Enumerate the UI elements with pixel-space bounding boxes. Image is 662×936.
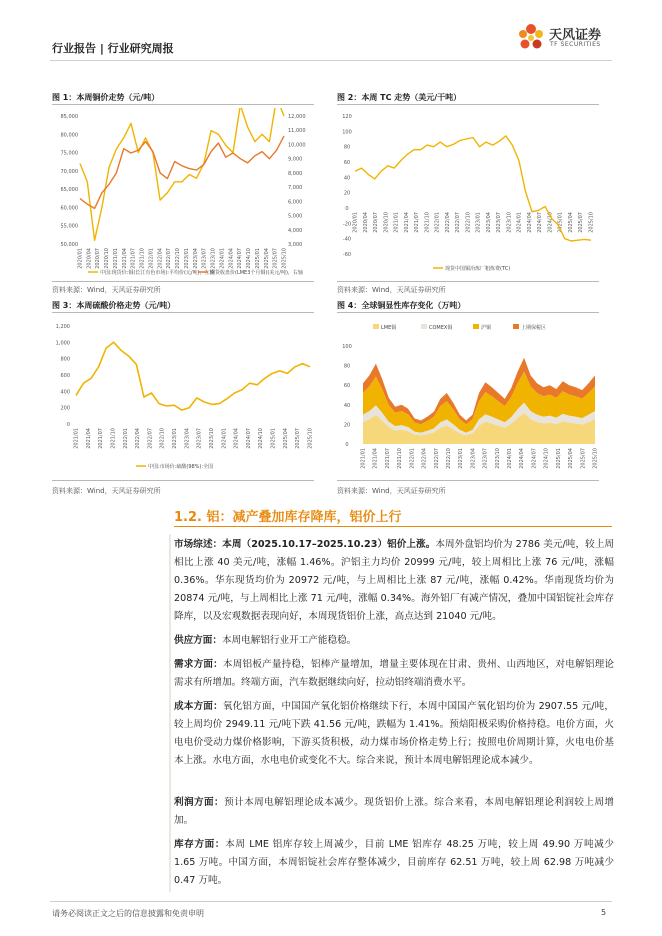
series-line-tc xyxy=(352,136,591,241)
figure-3-title: 图 3：本周硫酸价格走势（元/吨） xyxy=(52,301,176,310)
sulfuric-acid-chart xyxy=(52,318,314,476)
x-tick-label: 2020/07 xyxy=(373,212,380,233)
paragraph-text: 本周 LME 铝库存较上周减少，目前 LME 铝库存 48.25 万吨，较上周 49.90 万吨减少 1.65 万吨。中国方面，本周铝锭社会库存整体减少，目前库存 62.51 万吨，较上周 62.98 万吨减少 0.47 万吨。 xyxy=(174,839,615,886)
x-tick-label: 2023/10 xyxy=(494,448,501,469)
x-tick-label: 2023/01 xyxy=(458,448,465,469)
y-tick-label: -20 xyxy=(342,221,352,228)
x-tick-label: 2023/07 xyxy=(196,428,203,449)
legend-swatch xyxy=(473,324,479,329)
paragraph-supply xyxy=(174,632,614,650)
x-tick-label: 2024/10 xyxy=(246,248,253,269)
y-tick-label: 400 xyxy=(60,389,70,396)
y-tick-label: 3,000 xyxy=(288,242,303,248)
x-tick-label: 2022/01 xyxy=(148,248,155,269)
y-tick-label: -60 xyxy=(342,252,352,258)
x-tick-label: 2025/10 xyxy=(281,248,288,269)
x-tick-label: 2021/10 xyxy=(110,428,117,449)
footer-disclaimer: 请务必阅读正文之后的信息披露和免责申明 xyxy=(52,909,204,918)
x-tick-label: 2021/01 xyxy=(360,448,367,469)
y-tick-label: 7,000 xyxy=(288,185,303,192)
figure-3-bottom-rule xyxy=(52,480,314,481)
x-tick-label: 2022/04 xyxy=(421,448,428,469)
x-tick-label: 2022/10 xyxy=(175,248,182,269)
x-tick-label: 2025/04 xyxy=(263,248,270,269)
x-tick-label: 2023/10 xyxy=(208,428,215,449)
x-tick-label: 2022/07 xyxy=(166,248,173,269)
x-tick-label: 2024/04 xyxy=(519,448,526,469)
paragraph-cost xyxy=(174,698,614,770)
logo-name-en: TF SECURITIES xyxy=(550,41,601,48)
x-tick-label: 2023/04 xyxy=(192,248,199,269)
y-tick-label: 8,000 xyxy=(288,170,303,177)
x-tick-label: 2024/07 xyxy=(531,448,538,469)
legend-label: 期货收盘价(LME3个月铜)(美元/吨)，右轴 xyxy=(210,270,303,276)
x-tick-label: 2025/07 xyxy=(580,448,587,469)
series-line-sulfuric-acid xyxy=(76,342,310,410)
x-tick-label: 2025/04 xyxy=(567,212,574,233)
y-tick-label: 85,000 xyxy=(60,114,78,120)
x-tick-label: 2020/01 xyxy=(77,248,84,269)
header-divider xyxy=(50,60,612,61)
figure-1-source: 资料来源：Wind，天风证券研究所 xyxy=(52,286,161,294)
pinwheel-logo-icon xyxy=(515,20,547,54)
figure-2-title: 图 2：本周 TC 走势（美元/干吨） xyxy=(337,93,462,102)
y-tick-label: 12,000 xyxy=(288,114,306,120)
x-tick-label: 2020/04 xyxy=(86,248,93,269)
y-tick-label: 9,000 xyxy=(288,156,303,163)
x-tick-label: 2022/07 xyxy=(433,448,440,469)
x-tick-label: 2021/10 xyxy=(424,212,431,233)
x-tick-label: 2022/01 xyxy=(409,448,416,469)
y-tick-label: 80 xyxy=(343,363,351,370)
y-tick-label: 80,000 xyxy=(60,132,78,139)
x-tick-label: 2022/10 xyxy=(445,448,452,469)
x-tick-label: 2024/10 xyxy=(543,448,550,469)
y-tick-label: 20 xyxy=(343,422,351,429)
y-tick-label: 120 xyxy=(342,114,352,120)
paragraph-profit xyxy=(174,794,614,830)
x-tick-label: 2025/01 xyxy=(555,448,562,469)
copper-inventory-chart xyxy=(337,318,599,476)
legend-swatch xyxy=(513,324,519,329)
y-tick-label: -40 xyxy=(342,236,352,243)
legend-label: 现货中国铜冶炼厂粗炼费(TC) xyxy=(445,266,511,272)
y-tick-label: 6,000 xyxy=(288,199,303,206)
paragraph-label: 成本方面： xyxy=(174,701,223,712)
x-tick-label: 2021/07 xyxy=(414,212,421,233)
x-tick-label: 2023/10 xyxy=(210,248,217,269)
paragraph-label: 库存方面： xyxy=(174,839,226,850)
x-tick-label: 2023/04 xyxy=(184,428,191,449)
x-tick-label: 2022/04 xyxy=(157,248,164,269)
x-tick-label: 2024/01 xyxy=(221,428,228,449)
x-tick-label: 2024/04 xyxy=(233,428,240,449)
y-tick-label: 800 xyxy=(60,356,70,363)
section-side-bar xyxy=(169,534,171,892)
x-tick-label: 2024/01 xyxy=(516,212,523,233)
figure-1-rule xyxy=(52,104,314,105)
y-tick-label: 60 xyxy=(343,383,351,390)
x-tick-label: 2023/04 xyxy=(470,448,477,469)
paragraph-text: 本周外盘铝均价为 2786 美元/吨，较上周相比上涨 40 美元/吨，涨幅 1.46%。沪铝主力均价 20999 元/吨，较上周相比上涨 76 元/吨，涨幅 0.36%。华东现货均价为 20972 元/吨，与上周相比上涨 87 元/吨，涨幅 0.42%。华南现货均价为 20874 元/吨，与上周相比上涨 71 元/吨，涨幅 0.34%。海外铝厂有减产情况，叠加中国铝锭社会库存降库，以及宏观数据表现向好，本周现货铝价上涨，高点达到 21040 元/吨。 xyxy=(174,539,614,622)
x-tick-label: 2024/01 xyxy=(219,248,226,269)
x-tick-label: 2022/10 xyxy=(159,428,166,449)
x-tick-label: 2025/01 xyxy=(557,212,564,233)
x-tick-label: 2021/01 xyxy=(112,248,119,269)
paragraph-label: 需求方面： xyxy=(174,659,223,670)
legend-swatch xyxy=(373,324,379,329)
x-tick-label: 2023/07 xyxy=(496,212,503,233)
paragraph-inventory xyxy=(174,836,614,890)
y-tick-label: 600 xyxy=(60,373,70,379)
x-tick-label: 2024/10 xyxy=(258,428,265,449)
figure-1-bottom-rule xyxy=(52,281,314,282)
x-tick-label: 2021/01 xyxy=(73,428,80,449)
y-tick-label: 0 xyxy=(345,442,349,448)
x-tick-label: 2025/10 xyxy=(592,448,599,469)
y-tick-label: 60,000 xyxy=(60,205,78,212)
copper-price-chart xyxy=(52,108,314,280)
x-tick-label: 2023/07 xyxy=(201,248,208,269)
paragraph-label: 利润方面： xyxy=(174,797,225,808)
x-tick-label: 2025/07 xyxy=(578,212,585,233)
x-tick-label: 2022/04 xyxy=(444,212,451,233)
legend-label: 中国:市场价:硫酸(98%):全国 xyxy=(148,464,214,470)
x-tick-label: 2024/07 xyxy=(237,248,244,269)
legend-label: 沪铜 xyxy=(481,325,492,331)
figure-4-title: 图 4：全球铜显性库存变化（万吨） xyxy=(337,301,466,310)
report-header: 行业报告 | 行业研究周报 xyxy=(52,42,174,55)
y-tick-label: 60 xyxy=(343,160,351,166)
x-tick-label: 2021/04 xyxy=(121,248,128,269)
section-heading: 1.2. 铝：减产叠加库存降库，铝价上行 xyxy=(174,510,402,525)
figure-3-source: 资料来源：Wind，天风证券研究所 xyxy=(52,487,161,495)
x-tick-label: 2025/10 xyxy=(588,212,595,233)
y-tick-label: 55,000 xyxy=(60,223,78,230)
x-tick-label: 2024/01 xyxy=(507,448,514,469)
y-tick-label: 1,200 xyxy=(55,324,70,330)
x-tick-label: 2024/07 xyxy=(245,428,252,449)
y-tick-label: 75,000 xyxy=(60,150,78,157)
y-tick-label: 1,000 xyxy=(55,340,70,347)
figure-4-rule xyxy=(337,312,599,313)
x-tick-label: 2025/07 xyxy=(295,428,302,449)
series-line-copper-lme xyxy=(80,136,284,209)
figure-2-bottom-rule xyxy=(337,281,599,282)
x-tick-label: 2024/10 xyxy=(547,212,554,233)
y-tick-label: 10,000 xyxy=(288,142,306,149)
x-tick-label: 2025/07 xyxy=(272,248,279,269)
x-tick-label: 2021/01 xyxy=(393,212,400,233)
paragraph-demand xyxy=(174,656,614,692)
x-tick-label: 2020/01 xyxy=(352,212,359,233)
x-tick-label: 2020/10 xyxy=(383,212,390,233)
tc-chart xyxy=(337,108,599,280)
x-tick-label: 2025/01 xyxy=(254,248,261,269)
x-tick-label: 2025/10 xyxy=(307,428,314,449)
x-tick-label: 2023/01 xyxy=(172,428,179,449)
company-logo xyxy=(515,20,615,56)
y-tick-label: 5,000 xyxy=(288,213,303,220)
x-tick-label: 2025/01 xyxy=(270,428,277,449)
x-tick-label: 2021/10 xyxy=(397,448,404,469)
x-tick-label: 2022/04 xyxy=(135,428,142,449)
paragraph-text: 预计本周电解铝理论成本减少。现货铝价上涨。综合来看，本周电解铝理论利润较上周增加。 xyxy=(174,797,615,826)
x-tick-label: 2023/07 xyxy=(482,448,489,469)
paragraph-text: 氧化铝方面，中国国产氧化铝价格继续下行，本周中国国产氧化铝均价为 2907.55 元/吨，较上周均价 2949.11 元/吨下跌 41.56 元/吨，跌幅为 1.41%。预焙阳极采购价格持稳。电价方面，火电电价受动力煤价格影响，下游买货积极，动力煤市场价格走势上行；按照电价周期计算，火电电价基本上涨。水电方面，水电电价或变化不大。综合来说，预计本周电解铝理论成本减少。 xyxy=(174,701,615,766)
section-divider xyxy=(174,526,612,527)
figure-4-bottom-rule xyxy=(337,480,599,481)
y-tick-label: 0 xyxy=(345,206,349,212)
x-tick-label: 2025/04 xyxy=(282,428,289,449)
x-tick-label: 2024/07 xyxy=(537,212,544,233)
y-tick-label: 100 xyxy=(342,344,352,350)
y-tick-label: 40 xyxy=(343,402,351,409)
paragraph-label: 市场综述：本周（2025.10.17–2025.10.23）铝价上涨。 xyxy=(174,539,436,550)
figure-1-title: 图 1：本周铜价走势（元/吨） xyxy=(52,93,160,102)
paragraph-label: 供应方面： xyxy=(174,635,222,646)
x-tick-label: 2022/01 xyxy=(122,428,129,449)
paragraph-text: 本周电解铝行业开工产能稳稳。 xyxy=(221,635,357,646)
x-tick-label: 2023/01 xyxy=(183,248,190,269)
page-number: 5 xyxy=(601,908,607,917)
x-tick-label: 2023/10 xyxy=(506,212,513,233)
legend-label: 中国:现货价:铜(长江有色市场):平均价(元/吨)，左轴 xyxy=(100,270,215,276)
y-tick-label: 70,000 xyxy=(60,168,78,175)
x-tick-label: 2025/04 xyxy=(568,448,575,469)
y-tick-label: 65,000 xyxy=(60,187,78,194)
y-tick-label: 200 xyxy=(60,405,70,412)
legend-label: LME铜 xyxy=(381,325,397,331)
x-tick-label: 2020/07 xyxy=(95,248,102,269)
y-tick-label: 40 xyxy=(343,175,351,182)
x-tick-label: 2021/04 xyxy=(403,212,410,233)
footer-divider xyxy=(50,901,612,902)
x-tick-label: 2024/04 xyxy=(526,212,533,233)
figure-2-source: 资料来源：Wind，天风证券研究所 xyxy=(337,286,446,294)
legend-label: COMEX铜 xyxy=(429,325,453,331)
figure-4-source: 资料来源：Wind，天风证券研究所 xyxy=(337,487,446,495)
x-tick-label: 2021/07 xyxy=(130,248,137,269)
x-tick-label: 2020/04 xyxy=(362,212,369,233)
figure-3-rule xyxy=(52,312,314,313)
x-tick-label: 2022/07 xyxy=(455,212,462,233)
x-tick-label: 2020/10 xyxy=(104,248,111,269)
x-tick-label: 2021/04 xyxy=(85,428,92,449)
y-tick-label: 50,000 xyxy=(60,242,78,248)
figure-2-rule xyxy=(337,104,599,105)
x-tick-label: 2022/01 xyxy=(434,212,441,233)
legend-label: 上期保税区 xyxy=(521,325,547,331)
y-tick-label: 80 xyxy=(343,144,351,151)
x-tick-label: 2021/04 xyxy=(372,448,379,469)
x-tick-label: 2022/10 xyxy=(465,212,472,233)
y-tick-label: 20 xyxy=(343,190,351,197)
legend-swatch xyxy=(421,324,427,329)
series-line-copper-cn xyxy=(80,108,284,240)
y-tick-label: 4,000 xyxy=(288,227,303,234)
paragraph-market-summary xyxy=(174,536,614,626)
y-tick-label: 100 xyxy=(342,129,352,136)
x-tick-label: 2022/07 xyxy=(147,428,154,449)
y-tick-label: 11,000 xyxy=(288,128,306,135)
x-tick-label: 2021/07 xyxy=(98,428,105,449)
x-tick-label: 2021/07 xyxy=(384,448,391,469)
paragraph-text: 本周铝板产量持稳，铝棒产量增加，增量主要体现在甘肃、贵州、山西地区，对电解铝理论需求有所增加。终端方面，汽车数据继续向好，拉动铝终端消费水平。 xyxy=(174,659,615,688)
x-tick-label: 2023/01 xyxy=(475,212,482,233)
x-tick-label: 2024/04 xyxy=(228,248,235,269)
x-tick-label: 2021/10 xyxy=(139,248,146,269)
y-tick-label: 0 xyxy=(66,422,70,428)
x-tick-label: 2023/04 xyxy=(485,212,492,233)
logo-name-cn: 天风证券 xyxy=(549,28,602,43)
